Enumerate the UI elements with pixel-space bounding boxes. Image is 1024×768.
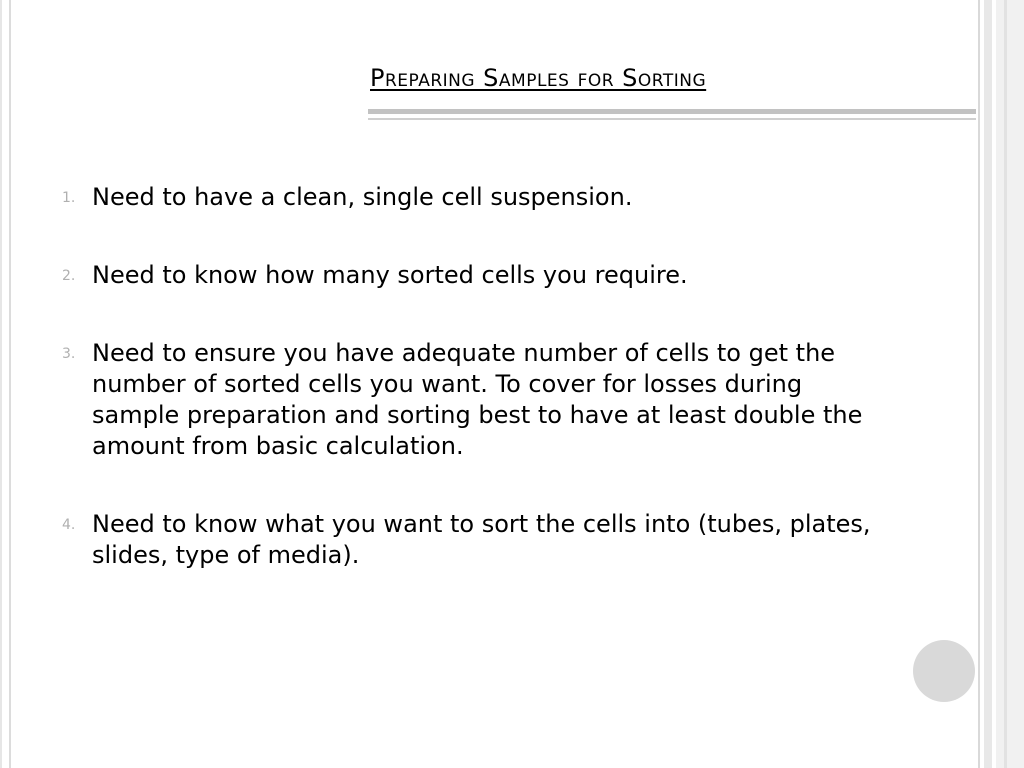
list-item xyxy=(58,260,878,291)
decorative-circle xyxy=(913,640,975,702)
item-text: Need to have a clean, single cell suspension. xyxy=(92,183,633,211)
list-item xyxy=(58,182,878,213)
right-border-bar xyxy=(984,0,992,768)
title-underline-thin xyxy=(368,118,976,120)
item-text: Need to ensure you have adequate number of cells to get the number of sorted cells you want. To cover for losses during sample preparation and sorting best to have at least double the amount from basic calculation. xyxy=(92,339,863,460)
right-border-panel xyxy=(996,0,1024,768)
left-border-line-inner xyxy=(9,0,11,768)
title-underline-thick xyxy=(368,109,976,114)
item-text: Need to know what you want to sort the cells into (tubes, plates, slides, type of media). xyxy=(92,510,871,569)
right-border-line xyxy=(978,0,980,768)
slide-title: Preparing Samples for Sorting xyxy=(370,64,707,92)
list-item xyxy=(58,338,878,462)
item-number: 1. xyxy=(62,190,76,206)
item-text: Need to know how many sorted cells you require. xyxy=(92,261,688,289)
item-number: 3. xyxy=(62,346,76,362)
bullet-list xyxy=(58,182,878,618)
list-item xyxy=(58,509,878,571)
right-border-stripe xyxy=(1004,0,1007,768)
item-number: 4. xyxy=(62,517,76,533)
left-border-line xyxy=(0,0,2,768)
item-number: 2. xyxy=(62,268,76,284)
